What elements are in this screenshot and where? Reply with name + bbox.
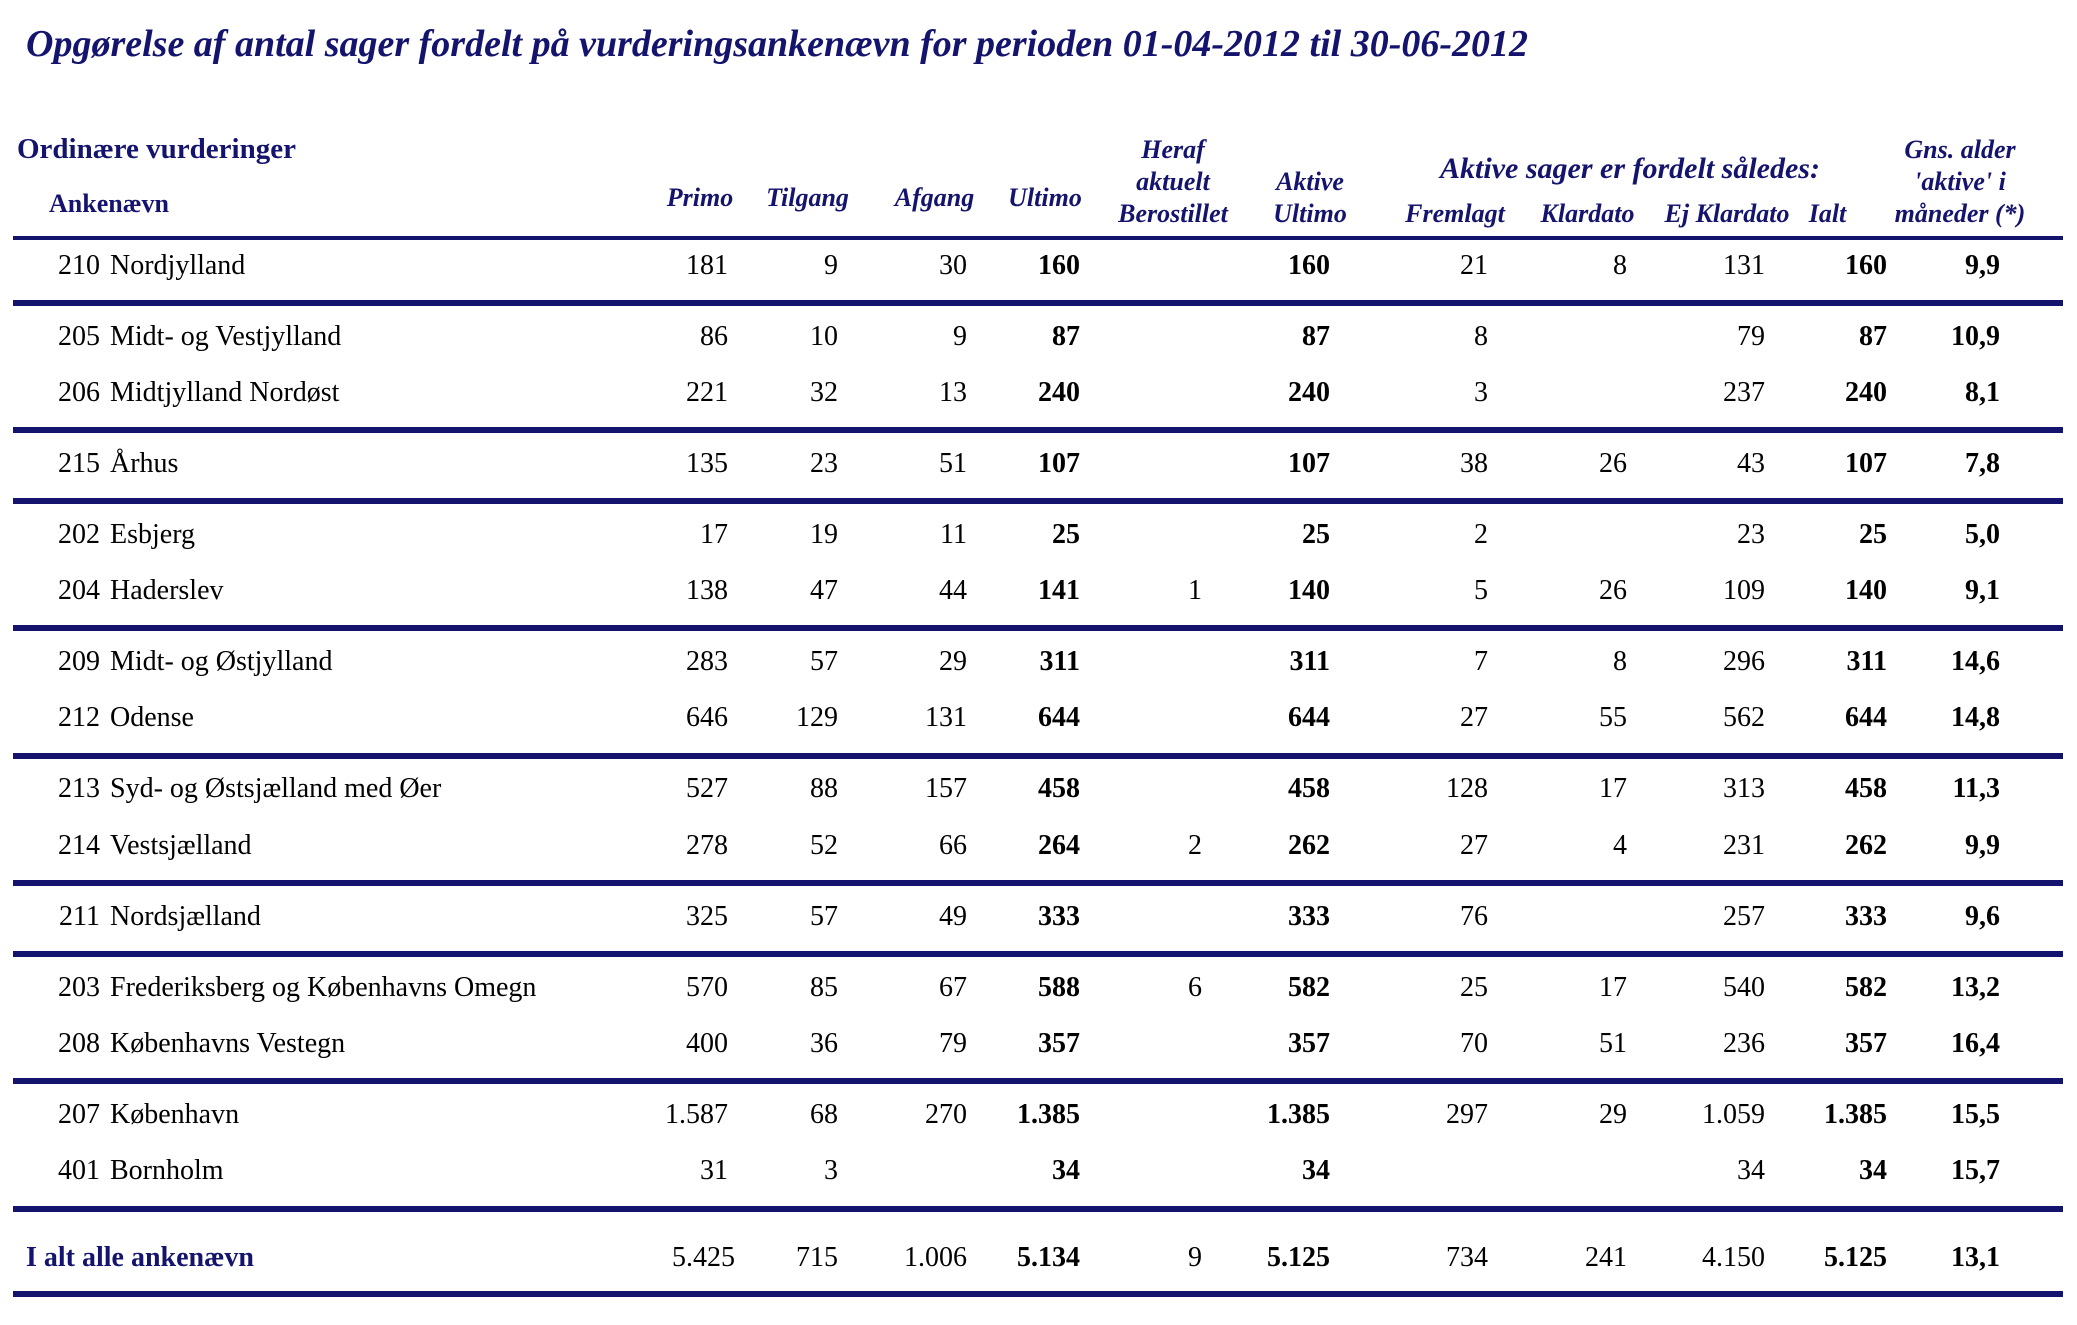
ankenaevn-name: Odense bbox=[110, 702, 194, 733]
cell-klardato: 17 bbox=[1599, 773, 1627, 804]
cell-aktive: 107 bbox=[1288, 448, 1330, 479]
cell-gns: 5,0 bbox=[1965, 519, 2000, 550]
cell-ejklardato: 257 bbox=[1723, 901, 1765, 932]
cell-ultimo: 588 bbox=[1038, 972, 1080, 1003]
cell-klardato: 26 bbox=[1599, 575, 1627, 606]
cell-gns: 9,9 bbox=[1965, 830, 2000, 861]
cell-ejklardato: 231 bbox=[1723, 830, 1765, 861]
ankenaevn-code: 208 bbox=[58, 1028, 100, 1059]
cell-gns: 14,6 bbox=[1951, 646, 2000, 677]
cell-tilgang: 19 bbox=[810, 519, 838, 550]
ankenaevn-code: 212 bbox=[58, 702, 100, 733]
cell-ialt: 262 bbox=[1845, 830, 1887, 861]
cell-ultimo: 1.385 bbox=[1017, 1099, 1080, 1130]
cell-gns: 9,9 bbox=[1965, 250, 2000, 281]
cell-klardato: 55 bbox=[1599, 702, 1627, 733]
cell-aktive: 262 bbox=[1288, 830, 1330, 861]
ankenaevn-name: København bbox=[110, 1099, 240, 1130]
cell-gns: 15,7 bbox=[1951, 1155, 2000, 1186]
cell-aktive: 160 bbox=[1288, 250, 1330, 281]
cell-ialt: 87 bbox=[1859, 321, 1887, 352]
col-header-afgang: Afgang bbox=[894, 183, 975, 212]
group-divider bbox=[13, 300, 2063, 306]
cell-gns: 13,2 bbox=[1951, 972, 2000, 1003]
cell-aktive: 1.385 bbox=[1267, 1099, 1330, 1130]
col-header-ultimo: Ultimo bbox=[1008, 183, 1082, 212]
cell-tilgang: 32 bbox=[810, 377, 838, 408]
cell-afgang: 49 bbox=[939, 901, 967, 932]
cell-ejklardato: 562 bbox=[1723, 702, 1765, 733]
ankenaevn-code: 401 bbox=[58, 1155, 100, 1186]
cell-primo: 527 bbox=[686, 773, 728, 804]
cell-afgang: 67 bbox=[939, 972, 967, 1003]
bottom-rule bbox=[13, 1291, 2063, 1297]
cell-fremlagt: 76 bbox=[1460, 901, 1488, 932]
col-group-header-fordelt: Aktive sager er fordelt således: bbox=[1440, 152, 1820, 185]
ankenaevn-name: Århus bbox=[110, 448, 179, 479]
ankenaevn-name: Midtjylland Nordøst bbox=[110, 377, 340, 408]
ankenaevn-name: Syd- og Østsjælland med Øer bbox=[110, 773, 442, 804]
total-ejklardato: 4.150 bbox=[1702, 1242, 1765, 1273]
group-divider bbox=[13, 427, 2063, 433]
ankenaevn-name: Esbjerg bbox=[110, 519, 196, 550]
total-divider bbox=[13, 1206, 2063, 1212]
ankenaevn-code: 202 bbox=[58, 519, 100, 550]
cell-ultimo: 333 bbox=[1038, 901, 1080, 932]
cell-gns: 7,8 bbox=[1965, 448, 2000, 479]
group-divider bbox=[13, 753, 2063, 759]
cell-ultimo: 240 bbox=[1038, 377, 1080, 408]
total-klardato: 241 bbox=[1585, 1242, 1627, 1273]
cell-aktive: 311 bbox=[1289, 646, 1330, 677]
ankenaevn-code: 209 bbox=[58, 646, 100, 677]
cell-afgang: 270 bbox=[925, 1099, 967, 1130]
cell-afgang: 30 bbox=[939, 250, 967, 281]
ankenaevn-name: Københavns Vestegn bbox=[110, 1028, 346, 1059]
total-ialt: 5.125 bbox=[1824, 1242, 1887, 1273]
ankenaevn-name: Vestsjælland bbox=[110, 830, 252, 861]
ankenaevn-name: Nordsjælland bbox=[110, 901, 261, 932]
cell-aktive: 240 bbox=[1288, 377, 1330, 408]
cell-ejklardato: 43 bbox=[1737, 448, 1765, 479]
cell-primo: 221 bbox=[686, 377, 728, 408]
cell-klardato: 29 bbox=[1599, 1099, 1627, 1130]
cell-tilgang: 36 bbox=[810, 1028, 838, 1059]
cell-gns: 11,3 bbox=[1952, 773, 2000, 804]
cell-fremlagt: 70 bbox=[1460, 1028, 1488, 1059]
cell-ultimo: 264 bbox=[1038, 830, 1080, 861]
cell-ejklardato: 79 bbox=[1737, 321, 1765, 352]
cell-ejklardato: 1.059 bbox=[1702, 1099, 1765, 1130]
col-header-aktive-1: Aktive bbox=[1276, 167, 1344, 196]
cell-berostillet: 2 bbox=[1188, 830, 1202, 861]
col-header-gns-3: måneder (*) bbox=[1894, 199, 2026, 228]
cell-afgang: 157 bbox=[925, 773, 967, 804]
cell-aktive: 458 bbox=[1288, 773, 1330, 804]
cell-aktive: 582 bbox=[1288, 972, 1330, 1003]
cell-afgang: 131 bbox=[925, 702, 967, 733]
cell-afgang: 66 bbox=[939, 830, 967, 861]
cell-fremlagt: 21 bbox=[1460, 250, 1488, 281]
cell-fremlagt: 5 bbox=[1474, 575, 1488, 606]
cell-gns: 8,1 bbox=[1965, 377, 2000, 408]
cell-tilgang: 52 bbox=[810, 830, 838, 861]
cell-ultimo: 357 bbox=[1038, 1028, 1080, 1059]
cell-ejklardato: 109 bbox=[1723, 575, 1765, 606]
cell-tilgang: 68 bbox=[810, 1099, 838, 1130]
total-afgang: 1.006 bbox=[904, 1242, 967, 1273]
cell-primo: 17 bbox=[700, 519, 728, 550]
ankenaevn-header: Ankenævn bbox=[49, 189, 169, 218]
ankenaevn-name: Midt- og Vestjylland bbox=[110, 321, 342, 352]
group-divider bbox=[13, 951, 2063, 957]
cell-ialt: 582 bbox=[1845, 972, 1887, 1003]
cell-tilgang: 57 bbox=[810, 646, 838, 677]
cell-gns: 9,1 bbox=[1965, 575, 2000, 606]
total-berostillet: 9 bbox=[1188, 1242, 1202, 1273]
cell-berostillet: 6 bbox=[1188, 972, 1202, 1003]
cell-gns: 14,8 bbox=[1951, 702, 2000, 733]
cell-ialt: 140 bbox=[1845, 575, 1887, 606]
cell-fremlagt: 8 bbox=[1474, 321, 1488, 352]
cell-fremlagt: 297 bbox=[1446, 1099, 1488, 1130]
group-divider bbox=[13, 1078, 2063, 1084]
col-header-gns-1: Gns. alder bbox=[1904, 135, 2016, 164]
ankenaevn-code: 206 bbox=[58, 377, 100, 408]
cell-gns: 16,4 bbox=[1951, 1028, 2000, 1059]
group-divider bbox=[13, 498, 2063, 504]
cell-aktive: 87 bbox=[1302, 321, 1330, 352]
cell-klardato: 4 bbox=[1613, 830, 1627, 861]
cell-gns: 9,6 bbox=[1965, 901, 2000, 932]
cell-ialt: 1.385 bbox=[1824, 1099, 1887, 1130]
cell-ultimo: 160 bbox=[1038, 250, 1080, 281]
total-gns: 13,1 bbox=[1951, 1242, 2000, 1273]
col-header-tilgang: Tilgang bbox=[766, 183, 849, 212]
cell-klardato: 26 bbox=[1599, 448, 1627, 479]
cell-fremlagt: 128 bbox=[1446, 773, 1488, 804]
cell-aktive: 25 bbox=[1302, 519, 1330, 550]
ankenaevn-name: Midt- og Østjylland bbox=[110, 646, 333, 677]
cell-ultimo: 644 bbox=[1038, 702, 1080, 733]
cell-ultimo: 141 bbox=[1038, 575, 1080, 606]
cell-ultimo: 25 bbox=[1052, 519, 1080, 550]
cell-tilgang: 57 bbox=[810, 901, 838, 932]
group-divider bbox=[13, 880, 2063, 886]
col-header-fremlagt: Fremlagt bbox=[1405, 199, 1505, 228]
cell-tilgang: 9 bbox=[824, 250, 838, 281]
group-divider bbox=[13, 625, 2063, 631]
cell-fremlagt: 27 bbox=[1460, 702, 1488, 733]
cell-klardato: 51 bbox=[1599, 1028, 1627, 1059]
cell-aktive: 140 bbox=[1288, 575, 1330, 606]
ankenaevn-code: 207 bbox=[58, 1099, 100, 1130]
cell-ejklardato: 23 bbox=[1737, 519, 1765, 550]
cell-gns: 10,9 bbox=[1951, 321, 2000, 352]
cell-primo: 278 bbox=[686, 830, 728, 861]
cell-ejklardato: 236 bbox=[1723, 1028, 1765, 1059]
cell-fremlagt: 38 bbox=[1460, 448, 1488, 479]
ankenaevn-code: 203 bbox=[58, 972, 100, 1003]
total-aktive: 5.125 bbox=[1267, 1242, 1330, 1273]
cell-primo: 181 bbox=[686, 250, 728, 281]
total-ultimo: 5.134 bbox=[1017, 1242, 1080, 1273]
ankenaevn-name: Bornholm bbox=[110, 1155, 224, 1186]
col-header-gns-2: 'aktive' i bbox=[1914, 167, 2006, 196]
cell-ialt: 311 bbox=[1846, 646, 1887, 677]
cell-afgang: 9 bbox=[953, 321, 967, 352]
cell-primo: 646 bbox=[686, 702, 728, 733]
cell-primo: 1.587 bbox=[665, 1099, 728, 1130]
cell-fremlagt: 25 bbox=[1460, 972, 1488, 1003]
ankenaevn-code: 210 bbox=[58, 250, 100, 281]
header-rule bbox=[13, 236, 2063, 240]
col-header-heraf-2: aktuelt bbox=[1136, 167, 1210, 196]
cell-afgang: 79 bbox=[939, 1028, 967, 1059]
total-label: I alt alle ankenævn bbox=[26, 1242, 254, 1273]
cell-primo: 570 bbox=[686, 972, 728, 1003]
cell-fremlagt: 2 bbox=[1474, 519, 1488, 550]
cell-tilgang: 23 bbox=[810, 448, 838, 479]
cell-afgang: 51 bbox=[939, 448, 967, 479]
col-header-klardato: Klardato bbox=[1540, 199, 1635, 228]
cell-ejklardato: 237 bbox=[1723, 377, 1765, 408]
page-title: Opgørelse af antal sager fordelt på vurderingsankenævn for perioden 01-04-2012 til 30-06-2012 bbox=[26, 23, 1529, 65]
cell-ialt: 25 bbox=[1859, 519, 1887, 550]
cell-ejklardato: 540 bbox=[1723, 972, 1765, 1003]
cell-tilgang: 3 bbox=[824, 1155, 838, 1186]
cell-primo: 400 bbox=[686, 1028, 728, 1059]
cell-berostillet: 1 bbox=[1188, 575, 1202, 606]
cell-fremlagt: 3 bbox=[1474, 377, 1488, 408]
cell-primo: 86 bbox=[700, 321, 728, 352]
cell-aktive: 333 bbox=[1288, 901, 1330, 932]
cell-klardato: 17 bbox=[1599, 972, 1627, 1003]
cell-primo: 283 bbox=[686, 646, 728, 677]
ankenaevn-code: 211 bbox=[59, 901, 100, 932]
cell-afgang: 13 bbox=[939, 377, 967, 408]
cell-klardato: 8 bbox=[1613, 250, 1627, 281]
cell-afgang: 11 bbox=[940, 519, 967, 550]
cell-ialt: 160 bbox=[1845, 250, 1887, 281]
ankenaevn-name: Frederiksberg og Københavns Omegn bbox=[110, 972, 537, 1003]
cell-klardato: 8 bbox=[1613, 646, 1627, 677]
cell-tilgang: 129 bbox=[796, 702, 838, 733]
col-header-ialt: Ialt bbox=[1808, 199, 1847, 228]
cell-ultimo: 34 bbox=[1052, 1155, 1080, 1186]
cell-ultimo: 311 bbox=[1039, 646, 1080, 677]
cell-tilgang: 10 bbox=[810, 321, 838, 352]
cell-tilgang: 47 bbox=[810, 575, 838, 606]
total-primo: 5.425 bbox=[672, 1242, 735, 1273]
cell-primo: 135 bbox=[686, 448, 728, 479]
total-tilgang: 715 bbox=[796, 1242, 838, 1273]
cell-ialt: 34 bbox=[1859, 1155, 1887, 1186]
cell-ialt: 240 bbox=[1845, 377, 1887, 408]
ankenaevn-code: 205 bbox=[58, 321, 100, 352]
cell-aktive: 34 bbox=[1302, 1155, 1330, 1186]
cell-fremlagt: 7 bbox=[1474, 646, 1488, 677]
ankenaevn-code: 215 bbox=[58, 448, 100, 479]
ankenaevn-name: Haderslev bbox=[110, 575, 224, 606]
cell-tilgang: 88 bbox=[810, 773, 838, 804]
cell-afgang: 29 bbox=[939, 646, 967, 677]
cell-ialt: 107 bbox=[1845, 448, 1887, 479]
cell-ialt: 458 bbox=[1845, 773, 1887, 804]
col-header-ejklardato: Ej Klardato bbox=[1664, 199, 1790, 228]
cell-ialt: 644 bbox=[1845, 702, 1887, 733]
cell-ultimo: 458 bbox=[1038, 773, 1080, 804]
cell-ejklardato: 34 bbox=[1737, 1155, 1765, 1186]
cell-fremlagt: 27 bbox=[1460, 830, 1488, 861]
ankenaevn-code: 214 bbox=[58, 830, 100, 861]
ankenaevn-name: Nordjylland bbox=[110, 250, 246, 281]
cell-primo: 31 bbox=[700, 1155, 728, 1186]
cell-gns: 15,5 bbox=[1951, 1099, 2000, 1130]
ankenaevn-code: 213 bbox=[58, 773, 100, 804]
cell-afgang: 44 bbox=[939, 575, 967, 606]
col-header-primo: Primo bbox=[666, 183, 734, 212]
col-header-aktive-2: Ultimo bbox=[1273, 199, 1347, 228]
cell-aktive: 644 bbox=[1288, 702, 1330, 733]
col-header-heraf-1: Heraf bbox=[1141, 135, 1205, 164]
cell-primo: 138 bbox=[686, 575, 728, 606]
cell-ejklardato: 131 bbox=[1723, 250, 1765, 281]
col-header-heraf-3: Berostillet bbox=[1118, 199, 1228, 228]
cell-ejklardato: 296 bbox=[1723, 646, 1765, 677]
ankenaevn-code: 204 bbox=[58, 575, 100, 606]
cell-tilgang: 85 bbox=[810, 972, 838, 1003]
cell-ultimo: 87 bbox=[1052, 321, 1080, 352]
cell-ultimo: 107 bbox=[1038, 448, 1080, 479]
cell-aktive: 357 bbox=[1288, 1028, 1330, 1059]
cell-ejklardato: 313 bbox=[1723, 773, 1765, 804]
cell-ialt: 333 bbox=[1845, 901, 1887, 932]
total-fremlagt: 734 bbox=[1446, 1242, 1488, 1273]
cell-ialt: 357 bbox=[1845, 1028, 1887, 1059]
section-label: Ordinære vurderinger bbox=[17, 133, 296, 165]
cell-primo: 325 bbox=[686, 901, 728, 932]
